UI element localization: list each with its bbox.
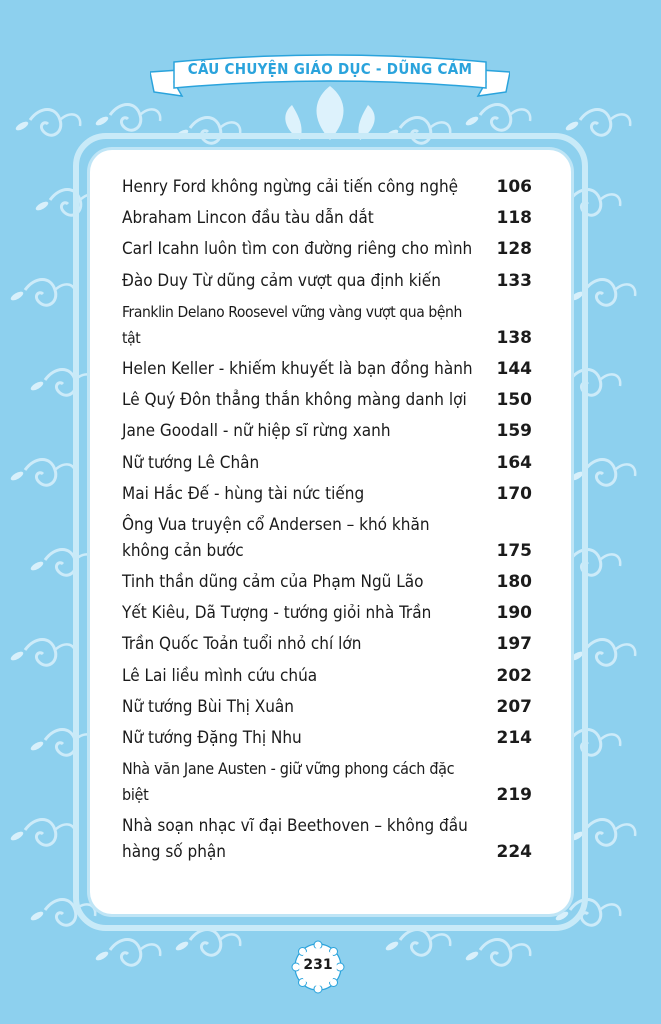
toc-entry[interactable]	[122, 450, 532, 476]
toc-entry[interactable]	[122, 663, 532, 689]
toc-entry[interactable]	[122, 268, 532, 294]
toc-entry-title: Henry Ford không ngừng cải tiến công nghệ	[122, 177, 459, 197]
toc-entry-page: 202	[496, 665, 532, 686]
toc-entry[interactable]	[122, 356, 532, 382]
toc-entry-page: 150	[496, 390, 532, 411]
section-title: CÂU CHUYỆN GIÁO DỤC - DŨNG CẢM	[187, 60, 473, 78]
toc-entry-page: 224	[496, 842, 532, 863]
toc-entry[interactable]	[122, 387, 532, 413]
toc-entry[interactable]	[122, 694, 532, 720]
toc-entry-title: Ông Vua truyện cổ Andersen – khó khăn không cản bước	[122, 514, 430, 561]
toc-entry-title: Lê Lai liều mình cứu chúa	[122, 665, 318, 686]
toc-entry-page: 128	[496, 239, 532, 260]
toc-entry[interactable]	[122, 418, 532, 444]
page-number: 231	[303, 957, 333, 973]
toc-entry[interactable]	[122, 205, 532, 231]
toc-entry-title: Jane Goodall - nữ hiệp sĩ rừng xanh	[122, 421, 391, 442]
toc-entry[interactable]	[122, 174, 532, 200]
toc-entry-page: 197	[496, 634, 532, 655]
toc-entry[interactable]	[122, 813, 532, 865]
toc-entry-title: Nhà soạn nhạc vĩ đại Beethoven – không đầu hàng số phận	[122, 816, 468, 863]
toc-entry-page: 159	[496, 421, 532, 442]
toc-entry-page: 144	[496, 358, 532, 379]
toc-entry-title: Helen Keller - khiếm khuyết là bạn đồng hành	[122, 358, 473, 379]
toc-entry-page: 214	[496, 728, 532, 748]
toc-entry[interactable]	[122, 236, 532, 262]
toc-entry[interactable]	[122, 481, 532, 507]
table-of-contents	[122, 174, 532, 871]
toc-entry[interactable]	[122, 512, 532, 564]
toc-entry-page: 138	[496, 327, 532, 348]
toc-entry-page: 207	[496, 696, 532, 717]
toc-entry[interactable]	[122, 299, 532, 351]
toc-entry-page: 118	[496, 208, 532, 229]
toc-entry-title: Lê Quý Đôn thẳng thắn không màng danh lợi	[122, 390, 467, 411]
toc-entry-title: Nữ tướng Lê Chân	[122, 452, 260, 473]
toc-entry-title: Nhà văn Jane Austen - giữ vững phong cách đặc biệt	[122, 759, 455, 805]
toc-entry-page: 180	[496, 572, 532, 593]
toc-entry-page: 170	[496, 483, 532, 504]
toc-entry[interactable]	[122, 569, 532, 595]
toc-entry[interactable]	[122, 631, 532, 657]
toc-entry-title: Tinh thần dũng cảm của Phạm Ngũ Lão	[122, 572, 424, 593]
toc-entry-page: 175	[496, 540, 532, 561]
toc-entry-title: Đào Duy Từ dũng cảm vượt qua định kiến	[122, 270, 441, 291]
toc-entry-title: Nữ tướng Đặng Thị Nhu	[122, 728, 302, 748]
toc-entry-page: 219	[496, 785, 532, 806]
toc-entry-title: Nữ tướng Bùi Thị Xuân	[122, 696, 294, 717]
toc-entry[interactable]	[122, 725, 532, 751]
toc-entry-title: Carl Icahn luôn tìm con đường riêng cho mình	[122, 239, 473, 260]
toc-entry[interactable]	[122, 600, 532, 626]
toc-entry-page: 133	[496, 270, 532, 291]
toc-entry-title: Trần Quốc Toản tuổi nhỏ chí lớn	[122, 634, 362, 655]
toc-entry[interactable]	[122, 756, 532, 808]
toc-entry-page: 190	[496, 603, 532, 624]
toc-entry-title: Yết Kiêu, Dã Tượng - tướng giỏi nhà Trần	[122, 603, 432, 624]
toc-entry-page: 106	[496, 177, 532, 197]
toc-entry-title: Abraham Lincon đầu tàu dẫn dắt	[122, 208, 374, 229]
toc-entry-page: 164	[496, 452, 532, 473]
toc-entry-title: Mai Hắc Đế - hùng tài nức tiếng	[122, 483, 365, 504]
toc-entry-title: Franklin Delano Roosevel vững vàng vượt qua bệnh tật	[122, 302, 462, 347]
